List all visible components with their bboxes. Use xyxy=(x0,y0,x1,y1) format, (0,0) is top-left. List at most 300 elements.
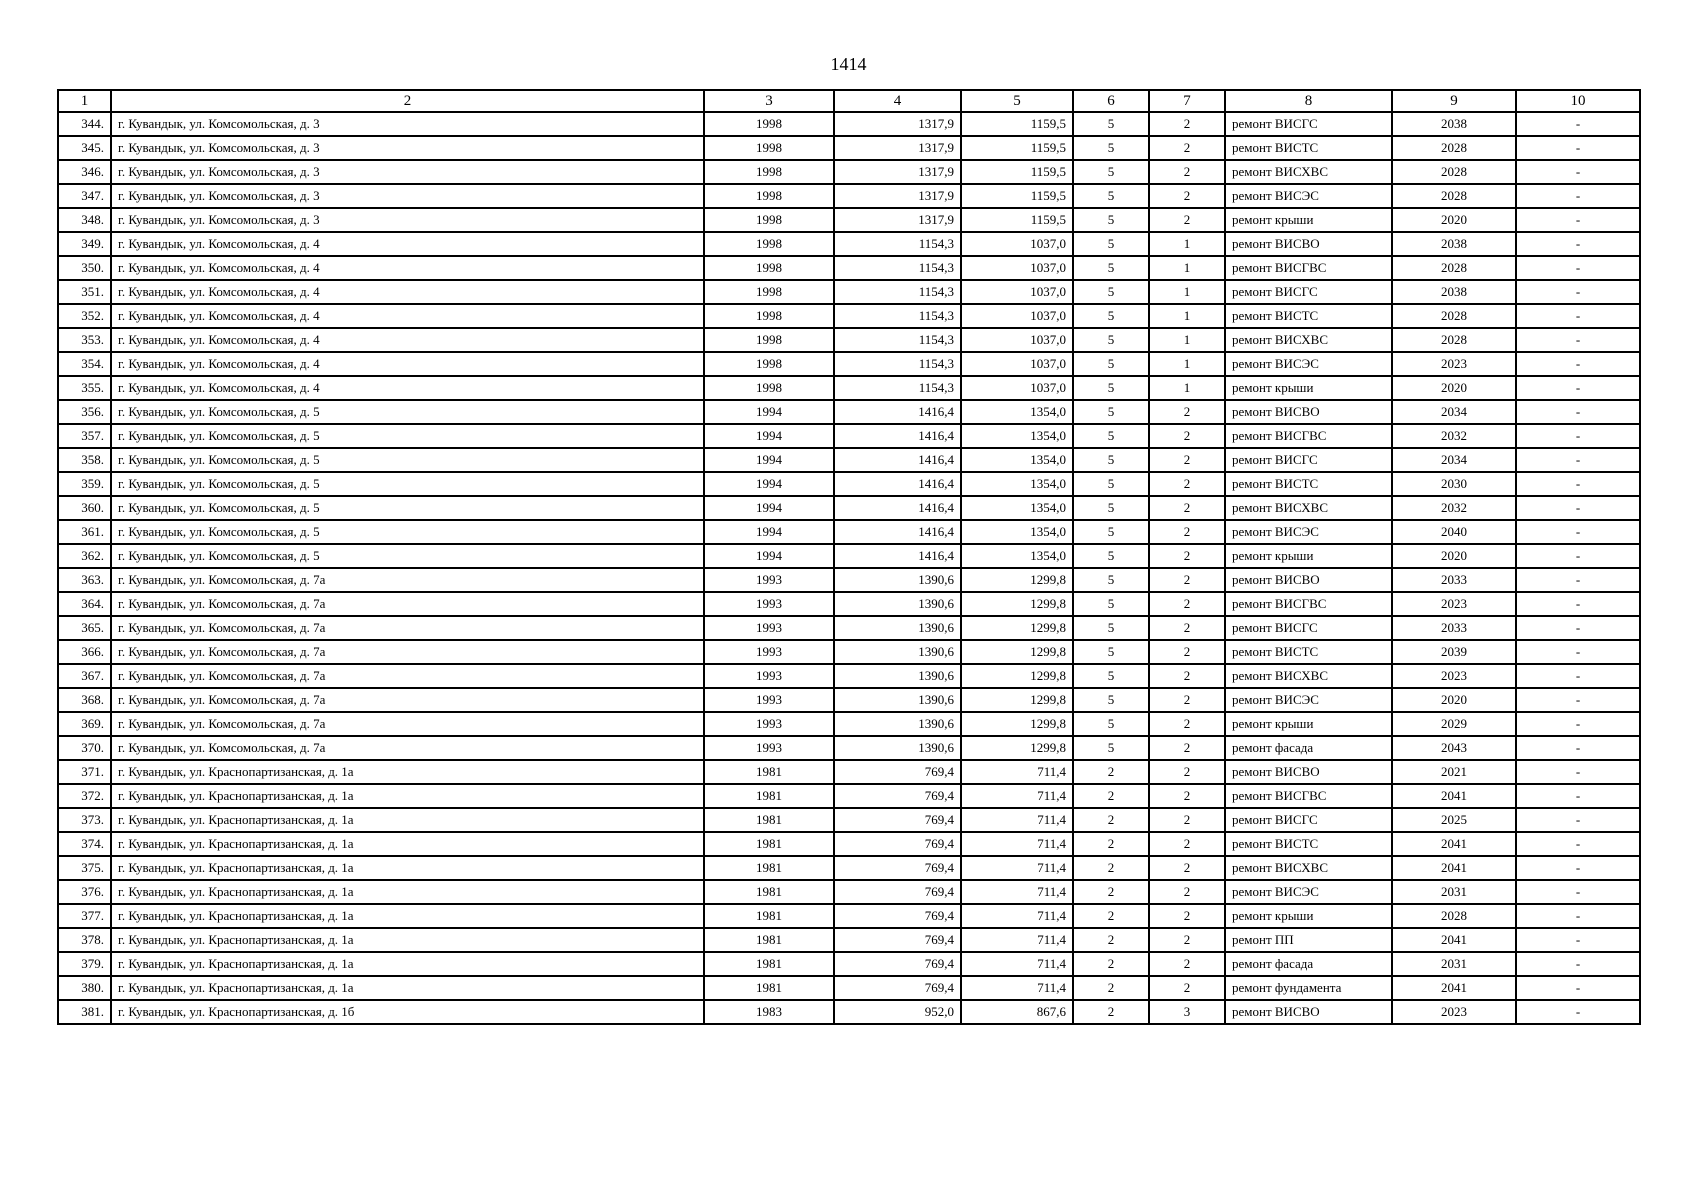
table-row xyxy=(58,928,1640,952)
cell-floors: 5 xyxy=(1073,352,1149,376)
cell-year-built: 1993 xyxy=(704,736,834,760)
cell-floors: 5 xyxy=(1073,592,1149,616)
cell-year-built: 1998 xyxy=(704,280,834,304)
cell-address: г. Кувандык, ул. Комсомольская, д. 3 xyxy=(111,112,704,136)
cell-planned-year: 2028 xyxy=(1392,256,1516,280)
table-row xyxy=(58,736,1640,760)
table-row xyxy=(58,352,1640,376)
cell-note: - xyxy=(1516,256,1640,280)
cell-floors: 2 xyxy=(1073,880,1149,904)
table-row xyxy=(58,808,1640,832)
cell-address: г. Кувандык, ул. Краснопартизанская, д. 1а xyxy=(111,880,704,904)
cell-planned-year: 2020 xyxy=(1392,688,1516,712)
cell-address: г. Кувандык, ул. Краснопартизанская, д. 1а xyxy=(111,976,704,1000)
table-row xyxy=(58,304,1640,328)
cell-planned-year: 2030 xyxy=(1392,472,1516,496)
cell-address: г. Кувандык, ул. Комсомольская, д. 5 xyxy=(111,472,704,496)
cell-work-type: ремонт ВИСТС xyxy=(1225,832,1392,856)
cell-entrances: 1 xyxy=(1149,328,1225,352)
cell-floors: 5 xyxy=(1073,160,1149,184)
cell-row-number: 356. xyxy=(58,400,111,424)
cell-year-built: 1998 xyxy=(704,304,834,328)
cell-work-type: ремонт ВИСГС xyxy=(1225,808,1392,832)
cell-note: - xyxy=(1516,664,1640,688)
cell-row-number: 359. xyxy=(58,472,111,496)
cell-planned-year: 2028 xyxy=(1392,328,1516,352)
cell-total-area: 1416,4 xyxy=(834,448,961,472)
cell-row-number: 376. xyxy=(58,880,111,904)
cell-row-number: 355. xyxy=(58,376,111,400)
cell-year-built: 1983 xyxy=(704,1000,834,1024)
table-row xyxy=(58,568,1640,592)
cell-planned-year: 2023 xyxy=(1392,352,1516,376)
table-row xyxy=(58,784,1640,808)
column-header-6: 6 xyxy=(1073,90,1149,112)
cell-planned-year: 2032 xyxy=(1392,496,1516,520)
cell-planned-year: 2039 xyxy=(1392,640,1516,664)
cell-note: - xyxy=(1516,640,1640,664)
cell-planned-year: 2040 xyxy=(1392,520,1516,544)
table-row xyxy=(58,640,1640,664)
table-row xyxy=(58,592,1640,616)
cell-total-area: 769,4 xyxy=(834,952,961,976)
cell-address: г. Кувандык, ул. Комсомольская, д. 4 xyxy=(111,256,704,280)
cell-planned-year: 2021 xyxy=(1392,760,1516,784)
cell-address: г. Кувандык, ул. Комсомольская, д. 3 xyxy=(111,160,704,184)
cell-year-built: 1981 xyxy=(704,856,834,880)
cell-year-built: 1981 xyxy=(704,784,834,808)
cell-entrances: 1 xyxy=(1149,304,1225,328)
cell-work-type: ремонт ВИСГВС xyxy=(1225,784,1392,808)
cell-planned-year: 2028 xyxy=(1392,136,1516,160)
cell-entrances: 2 xyxy=(1149,400,1225,424)
cell-year-built: 1994 xyxy=(704,544,834,568)
cell-total-area: 952,0 xyxy=(834,1000,961,1024)
cell-work-type: ремонт фасада xyxy=(1225,736,1392,760)
cell-planned-year: 2023 xyxy=(1392,664,1516,688)
cell-planned-year: 2028 xyxy=(1392,904,1516,928)
cell-note: - xyxy=(1516,880,1640,904)
cell-note: - xyxy=(1516,784,1640,808)
cell-living-area: 711,4 xyxy=(961,880,1073,904)
cell-entrances: 2 xyxy=(1149,184,1225,208)
cell-year-built: 1998 xyxy=(704,184,834,208)
cell-total-area: 1317,9 xyxy=(834,160,961,184)
cell-address: г. Кувандык, ул. Комсомольская, д. 5 xyxy=(111,448,704,472)
cell-note: - xyxy=(1516,520,1640,544)
cell-row-number: 346. xyxy=(58,160,111,184)
cell-total-area: 1390,6 xyxy=(834,640,961,664)
cell-total-area: 769,4 xyxy=(834,880,961,904)
cell-living-area: 711,4 xyxy=(961,784,1073,808)
cell-work-type: ремонт ВИСГС xyxy=(1225,112,1392,136)
cell-entrances: 2 xyxy=(1149,520,1225,544)
cell-planned-year: 2038 xyxy=(1392,112,1516,136)
cell-work-type: ремонт крыши xyxy=(1225,208,1392,232)
cell-year-built: 1998 xyxy=(704,376,834,400)
cell-planned-year: 2020 xyxy=(1392,208,1516,232)
cell-living-area: 711,4 xyxy=(961,928,1073,952)
cell-floors: 2 xyxy=(1073,808,1149,832)
cell-note: - xyxy=(1516,376,1640,400)
cell-planned-year: 2033 xyxy=(1392,568,1516,592)
cell-row-number: 363. xyxy=(58,568,111,592)
cell-floors: 2 xyxy=(1073,976,1149,1000)
cell-note: - xyxy=(1516,112,1640,136)
cell-living-area: 1354,0 xyxy=(961,472,1073,496)
cell-row-number: 361. xyxy=(58,520,111,544)
cell-row-number: 374. xyxy=(58,832,111,856)
cell-living-area: 1299,8 xyxy=(961,664,1073,688)
cell-year-built: 1993 xyxy=(704,568,834,592)
cell-living-area: 711,4 xyxy=(961,856,1073,880)
cell-work-type: ремонт ВИСГВС xyxy=(1225,592,1392,616)
cell-floors: 5 xyxy=(1073,208,1149,232)
cell-living-area: 1299,8 xyxy=(961,736,1073,760)
cell-year-built: 1994 xyxy=(704,400,834,424)
cell-row-number: 351. xyxy=(58,280,111,304)
table-row xyxy=(58,952,1640,976)
cell-entrances: 2 xyxy=(1149,976,1225,1000)
table-row xyxy=(58,904,1640,928)
cell-year-built: 1993 xyxy=(704,640,834,664)
cell-address: г. Кувандык, ул. Комсомольская, д. 3 xyxy=(111,208,704,232)
cell-total-area: 1390,6 xyxy=(834,712,961,736)
cell-total-area: 769,4 xyxy=(834,808,961,832)
cell-living-area: 1159,5 xyxy=(961,112,1073,136)
cell-year-built: 1981 xyxy=(704,952,834,976)
cell-row-number: 366. xyxy=(58,640,111,664)
cell-work-type: ремонт фундамента xyxy=(1225,976,1392,1000)
cell-note: - xyxy=(1516,208,1640,232)
cell-living-area: 1299,8 xyxy=(961,688,1073,712)
cell-total-area: 769,4 xyxy=(834,928,961,952)
cell-note: - xyxy=(1516,976,1640,1000)
column-header-1: 1 xyxy=(58,90,111,112)
cell-total-area: 769,4 xyxy=(834,904,961,928)
cell-work-type: ремонт ВИСХВС xyxy=(1225,160,1392,184)
cell-total-area: 1416,4 xyxy=(834,400,961,424)
cell-total-area: 1390,6 xyxy=(834,592,961,616)
cell-work-type: ремонт ВИСХВС xyxy=(1225,664,1392,688)
cell-floors: 2 xyxy=(1073,904,1149,928)
cell-living-area: 711,4 xyxy=(961,832,1073,856)
cell-planned-year: 2041 xyxy=(1392,856,1516,880)
cell-entrances: 2 xyxy=(1149,952,1225,976)
cell-address: г. Кувандык, ул. Комсомольская, д. 4 xyxy=(111,304,704,328)
cell-work-type: ремонт ВИСЭС xyxy=(1225,880,1392,904)
cell-living-area: 711,4 xyxy=(961,952,1073,976)
cell-row-number: 362. xyxy=(58,544,111,568)
cell-living-area: 1037,0 xyxy=(961,280,1073,304)
cell-planned-year: 2028 xyxy=(1392,184,1516,208)
cell-row-number: 375. xyxy=(58,856,111,880)
cell-entrances: 2 xyxy=(1149,832,1225,856)
cell-floors: 2 xyxy=(1073,784,1149,808)
cell-year-built: 1998 xyxy=(704,112,834,136)
cell-year-built: 1981 xyxy=(704,832,834,856)
cell-total-area: 1317,9 xyxy=(834,112,961,136)
table-row xyxy=(58,520,1640,544)
table-row xyxy=(58,856,1640,880)
cell-row-number: 357. xyxy=(58,424,111,448)
cell-address: г. Кувандык, ул. Краснопартизанская, д. 1а xyxy=(111,760,704,784)
cell-total-area: 1390,6 xyxy=(834,616,961,640)
cell-floors: 5 xyxy=(1073,544,1149,568)
cell-row-number: 369. xyxy=(58,712,111,736)
cell-address: г. Кувандык, ул. Краснопартизанская, д. 1а xyxy=(111,784,704,808)
repair-schedule-table xyxy=(57,89,1641,1025)
cell-floors: 5 xyxy=(1073,280,1149,304)
cell-year-built: 1998 xyxy=(704,136,834,160)
cell-entrances: 2 xyxy=(1149,880,1225,904)
cell-year-built: 1981 xyxy=(704,880,834,904)
cell-work-type: ремонт ВИСТС xyxy=(1225,136,1392,160)
cell-work-type: ремонт ВИСЭС xyxy=(1225,352,1392,376)
cell-note: - xyxy=(1516,160,1640,184)
cell-entrances: 2 xyxy=(1149,760,1225,784)
cell-row-number: 358. xyxy=(58,448,111,472)
cell-floors: 2 xyxy=(1073,1000,1149,1024)
cell-work-type: ремонт крыши xyxy=(1225,712,1392,736)
cell-total-area: 1154,3 xyxy=(834,256,961,280)
cell-entrances: 2 xyxy=(1149,136,1225,160)
cell-work-type: ремонт ВИСГС xyxy=(1225,280,1392,304)
cell-year-built: 1994 xyxy=(704,496,834,520)
cell-address: г. Кувандык, ул. Комсомольская, д. 4 xyxy=(111,232,704,256)
cell-work-type: ремонт ВИСЭС xyxy=(1225,520,1392,544)
cell-year-built: 1994 xyxy=(704,424,834,448)
cell-planned-year: 2020 xyxy=(1392,376,1516,400)
cell-total-area: 1390,6 xyxy=(834,568,961,592)
table-row xyxy=(58,664,1640,688)
cell-work-type: ремонт ВИСГВС xyxy=(1225,424,1392,448)
cell-row-number: 349. xyxy=(58,232,111,256)
cell-entrances: 2 xyxy=(1149,856,1225,880)
cell-planned-year: 2020 xyxy=(1392,544,1516,568)
cell-note: - xyxy=(1516,904,1640,928)
table-row xyxy=(58,472,1640,496)
cell-floors: 5 xyxy=(1073,136,1149,160)
cell-planned-year: 2033 xyxy=(1392,616,1516,640)
cell-row-number: 368. xyxy=(58,688,111,712)
column-header-10: 10 xyxy=(1516,90,1640,112)
cell-year-built: 1994 xyxy=(704,520,834,544)
cell-work-type: ремонт ВИСВО xyxy=(1225,1000,1392,1024)
cell-planned-year: 2028 xyxy=(1392,304,1516,328)
cell-entrances: 1 xyxy=(1149,376,1225,400)
table-row xyxy=(58,184,1640,208)
cell-note: - xyxy=(1516,280,1640,304)
cell-living-area: 1354,0 xyxy=(961,400,1073,424)
cell-note: - xyxy=(1516,496,1640,520)
cell-total-area: 1390,6 xyxy=(834,736,961,760)
cell-work-type: ремонт крыши xyxy=(1225,904,1392,928)
cell-total-area: 769,4 xyxy=(834,760,961,784)
cell-note: - xyxy=(1516,856,1640,880)
cell-note: - xyxy=(1516,592,1640,616)
cell-total-area: 1154,3 xyxy=(834,232,961,256)
cell-address: г. Кувандык, ул. Комсомольская, д. 5 xyxy=(111,496,704,520)
cell-entrances: 2 xyxy=(1149,616,1225,640)
cell-year-built: 1993 xyxy=(704,688,834,712)
cell-living-area: 1299,8 xyxy=(961,616,1073,640)
cell-living-area: 711,4 xyxy=(961,760,1073,784)
table-row xyxy=(58,760,1640,784)
cell-entrances: 2 xyxy=(1149,448,1225,472)
cell-address: г. Кувандык, ул. Комсомольская, д. 7а xyxy=(111,568,704,592)
cell-row-number: 347. xyxy=(58,184,111,208)
column-header-7: 7 xyxy=(1149,90,1225,112)
cell-total-area: 1154,3 xyxy=(834,352,961,376)
cell-year-built: 1998 xyxy=(704,328,834,352)
cell-work-type: ремонт ВИСХВС xyxy=(1225,856,1392,880)
cell-entrances: 1 xyxy=(1149,232,1225,256)
cell-year-built: 1981 xyxy=(704,976,834,1000)
cell-total-area: 1317,9 xyxy=(834,184,961,208)
cell-living-area: 1354,0 xyxy=(961,448,1073,472)
cell-entrances: 2 xyxy=(1149,544,1225,568)
table-row xyxy=(58,376,1640,400)
cell-row-number: 378. xyxy=(58,928,111,952)
table-row xyxy=(58,712,1640,736)
cell-living-area: 1037,0 xyxy=(961,352,1073,376)
cell-total-area: 1154,3 xyxy=(834,304,961,328)
cell-planned-year: 2043 xyxy=(1392,736,1516,760)
cell-living-area: 1354,0 xyxy=(961,544,1073,568)
cell-row-number: 353. xyxy=(58,328,111,352)
cell-year-built: 1998 xyxy=(704,256,834,280)
column-header-5: 5 xyxy=(961,90,1073,112)
cell-entrances: 2 xyxy=(1149,904,1225,928)
cell-total-area: 1390,6 xyxy=(834,688,961,712)
cell-total-area: 1416,4 xyxy=(834,424,961,448)
cell-address: г. Кувандык, ул. Краснопартизанская, д. 1б xyxy=(111,1000,704,1024)
header-row xyxy=(58,90,1640,112)
cell-total-area: 769,4 xyxy=(834,784,961,808)
cell-living-area: 711,4 xyxy=(961,976,1073,1000)
cell-planned-year: 2038 xyxy=(1392,232,1516,256)
cell-note: - xyxy=(1516,832,1640,856)
cell-total-area: 1416,4 xyxy=(834,520,961,544)
cell-floors: 2 xyxy=(1073,832,1149,856)
cell-work-type: ремонт ПП xyxy=(1225,928,1392,952)
column-header-9: 9 xyxy=(1392,90,1516,112)
cell-year-built: 1998 xyxy=(704,208,834,232)
cell-row-number: 373. xyxy=(58,808,111,832)
cell-floors: 5 xyxy=(1073,112,1149,136)
cell-address: г. Кувандык, ул. Комсомольская, д. 5 xyxy=(111,424,704,448)
cell-row-number: 381. xyxy=(58,1000,111,1024)
cell-work-type: ремонт ВИСХВС xyxy=(1225,328,1392,352)
cell-living-area: 711,4 xyxy=(961,904,1073,928)
cell-entrances: 2 xyxy=(1149,592,1225,616)
cell-note: - xyxy=(1516,472,1640,496)
table-row xyxy=(58,832,1640,856)
cell-entrances: 1 xyxy=(1149,256,1225,280)
cell-floors: 2 xyxy=(1073,760,1149,784)
cell-work-type: ремонт фасада xyxy=(1225,952,1392,976)
cell-planned-year: 2034 xyxy=(1392,448,1516,472)
cell-living-area: 867,6 xyxy=(961,1000,1073,1024)
cell-address: г. Кувандык, ул. Комсомольская, д. 7а xyxy=(111,736,704,760)
cell-floors: 2 xyxy=(1073,928,1149,952)
cell-floors: 5 xyxy=(1073,496,1149,520)
cell-work-type: ремонт ВИСВО xyxy=(1225,232,1392,256)
cell-entrances: 1 xyxy=(1149,352,1225,376)
table-row xyxy=(58,616,1640,640)
cell-floors: 2 xyxy=(1073,952,1149,976)
cell-row-number: 365. xyxy=(58,616,111,640)
cell-note: - xyxy=(1516,1000,1640,1024)
cell-work-type: ремонт ВИСТС xyxy=(1225,472,1392,496)
cell-address: г. Кувандык, ул. Комсомольская, д. 5 xyxy=(111,520,704,544)
cell-floors: 5 xyxy=(1073,256,1149,280)
cell-entrances: 2 xyxy=(1149,208,1225,232)
cell-address: г. Кувандык, ул. Краснопартизанская, д. 1а xyxy=(111,808,704,832)
table-row xyxy=(58,232,1640,256)
cell-entrances: 2 xyxy=(1149,808,1225,832)
cell-work-type: ремонт ВИСЭС xyxy=(1225,184,1392,208)
cell-row-number: 370. xyxy=(58,736,111,760)
cell-row-number: 380. xyxy=(58,976,111,1000)
cell-year-built: 1994 xyxy=(704,448,834,472)
cell-year-built: 1993 xyxy=(704,616,834,640)
cell-row-number: 352. xyxy=(58,304,111,328)
cell-entrances: 2 xyxy=(1149,112,1225,136)
table-row xyxy=(58,688,1640,712)
cell-work-type: ремонт ВИСТС xyxy=(1225,304,1392,328)
cell-planned-year: 2031 xyxy=(1392,880,1516,904)
cell-floors: 2 xyxy=(1073,856,1149,880)
cell-note: - xyxy=(1516,568,1640,592)
cell-address: г. Кувандык, ул. Комсомольская, д. 7а xyxy=(111,640,704,664)
cell-entrances: 2 xyxy=(1149,712,1225,736)
cell-row-number: 354. xyxy=(58,352,111,376)
table-row xyxy=(58,208,1640,232)
cell-floors: 5 xyxy=(1073,400,1149,424)
cell-address: г. Кувандык, ул. Комсомольская, д. 7а xyxy=(111,592,704,616)
cell-living-area: 1354,0 xyxy=(961,496,1073,520)
cell-work-type: ремонт крыши xyxy=(1225,544,1392,568)
table-row xyxy=(58,976,1640,1000)
cell-note: - xyxy=(1516,952,1640,976)
table-row xyxy=(58,448,1640,472)
cell-row-number: 360. xyxy=(58,496,111,520)
cell-floors: 5 xyxy=(1073,448,1149,472)
cell-total-area: 1416,4 xyxy=(834,472,961,496)
cell-floors: 5 xyxy=(1073,424,1149,448)
cell-work-type: ремонт ВИСВО xyxy=(1225,760,1392,784)
cell-living-area: 1159,5 xyxy=(961,160,1073,184)
cell-address: г. Кувандык, ул. Краснопартизанская, д. 1а xyxy=(111,928,704,952)
table-row xyxy=(58,256,1640,280)
cell-year-built: 1993 xyxy=(704,592,834,616)
cell-note: - xyxy=(1516,544,1640,568)
table-body xyxy=(58,112,1640,1024)
cell-address: г. Кувандык, ул. Комсомольская, д. 3 xyxy=(111,184,704,208)
table-row xyxy=(58,400,1640,424)
cell-planned-year: 2032 xyxy=(1392,424,1516,448)
cell-work-type: ремонт ВИСТС xyxy=(1225,640,1392,664)
cell-total-area: 1154,3 xyxy=(834,280,961,304)
cell-entrances: 2 xyxy=(1149,784,1225,808)
cell-floors: 5 xyxy=(1073,304,1149,328)
cell-floors: 5 xyxy=(1073,376,1149,400)
cell-living-area: 1037,0 xyxy=(961,256,1073,280)
cell-living-area: 1354,0 xyxy=(961,424,1073,448)
cell-floors: 5 xyxy=(1073,664,1149,688)
